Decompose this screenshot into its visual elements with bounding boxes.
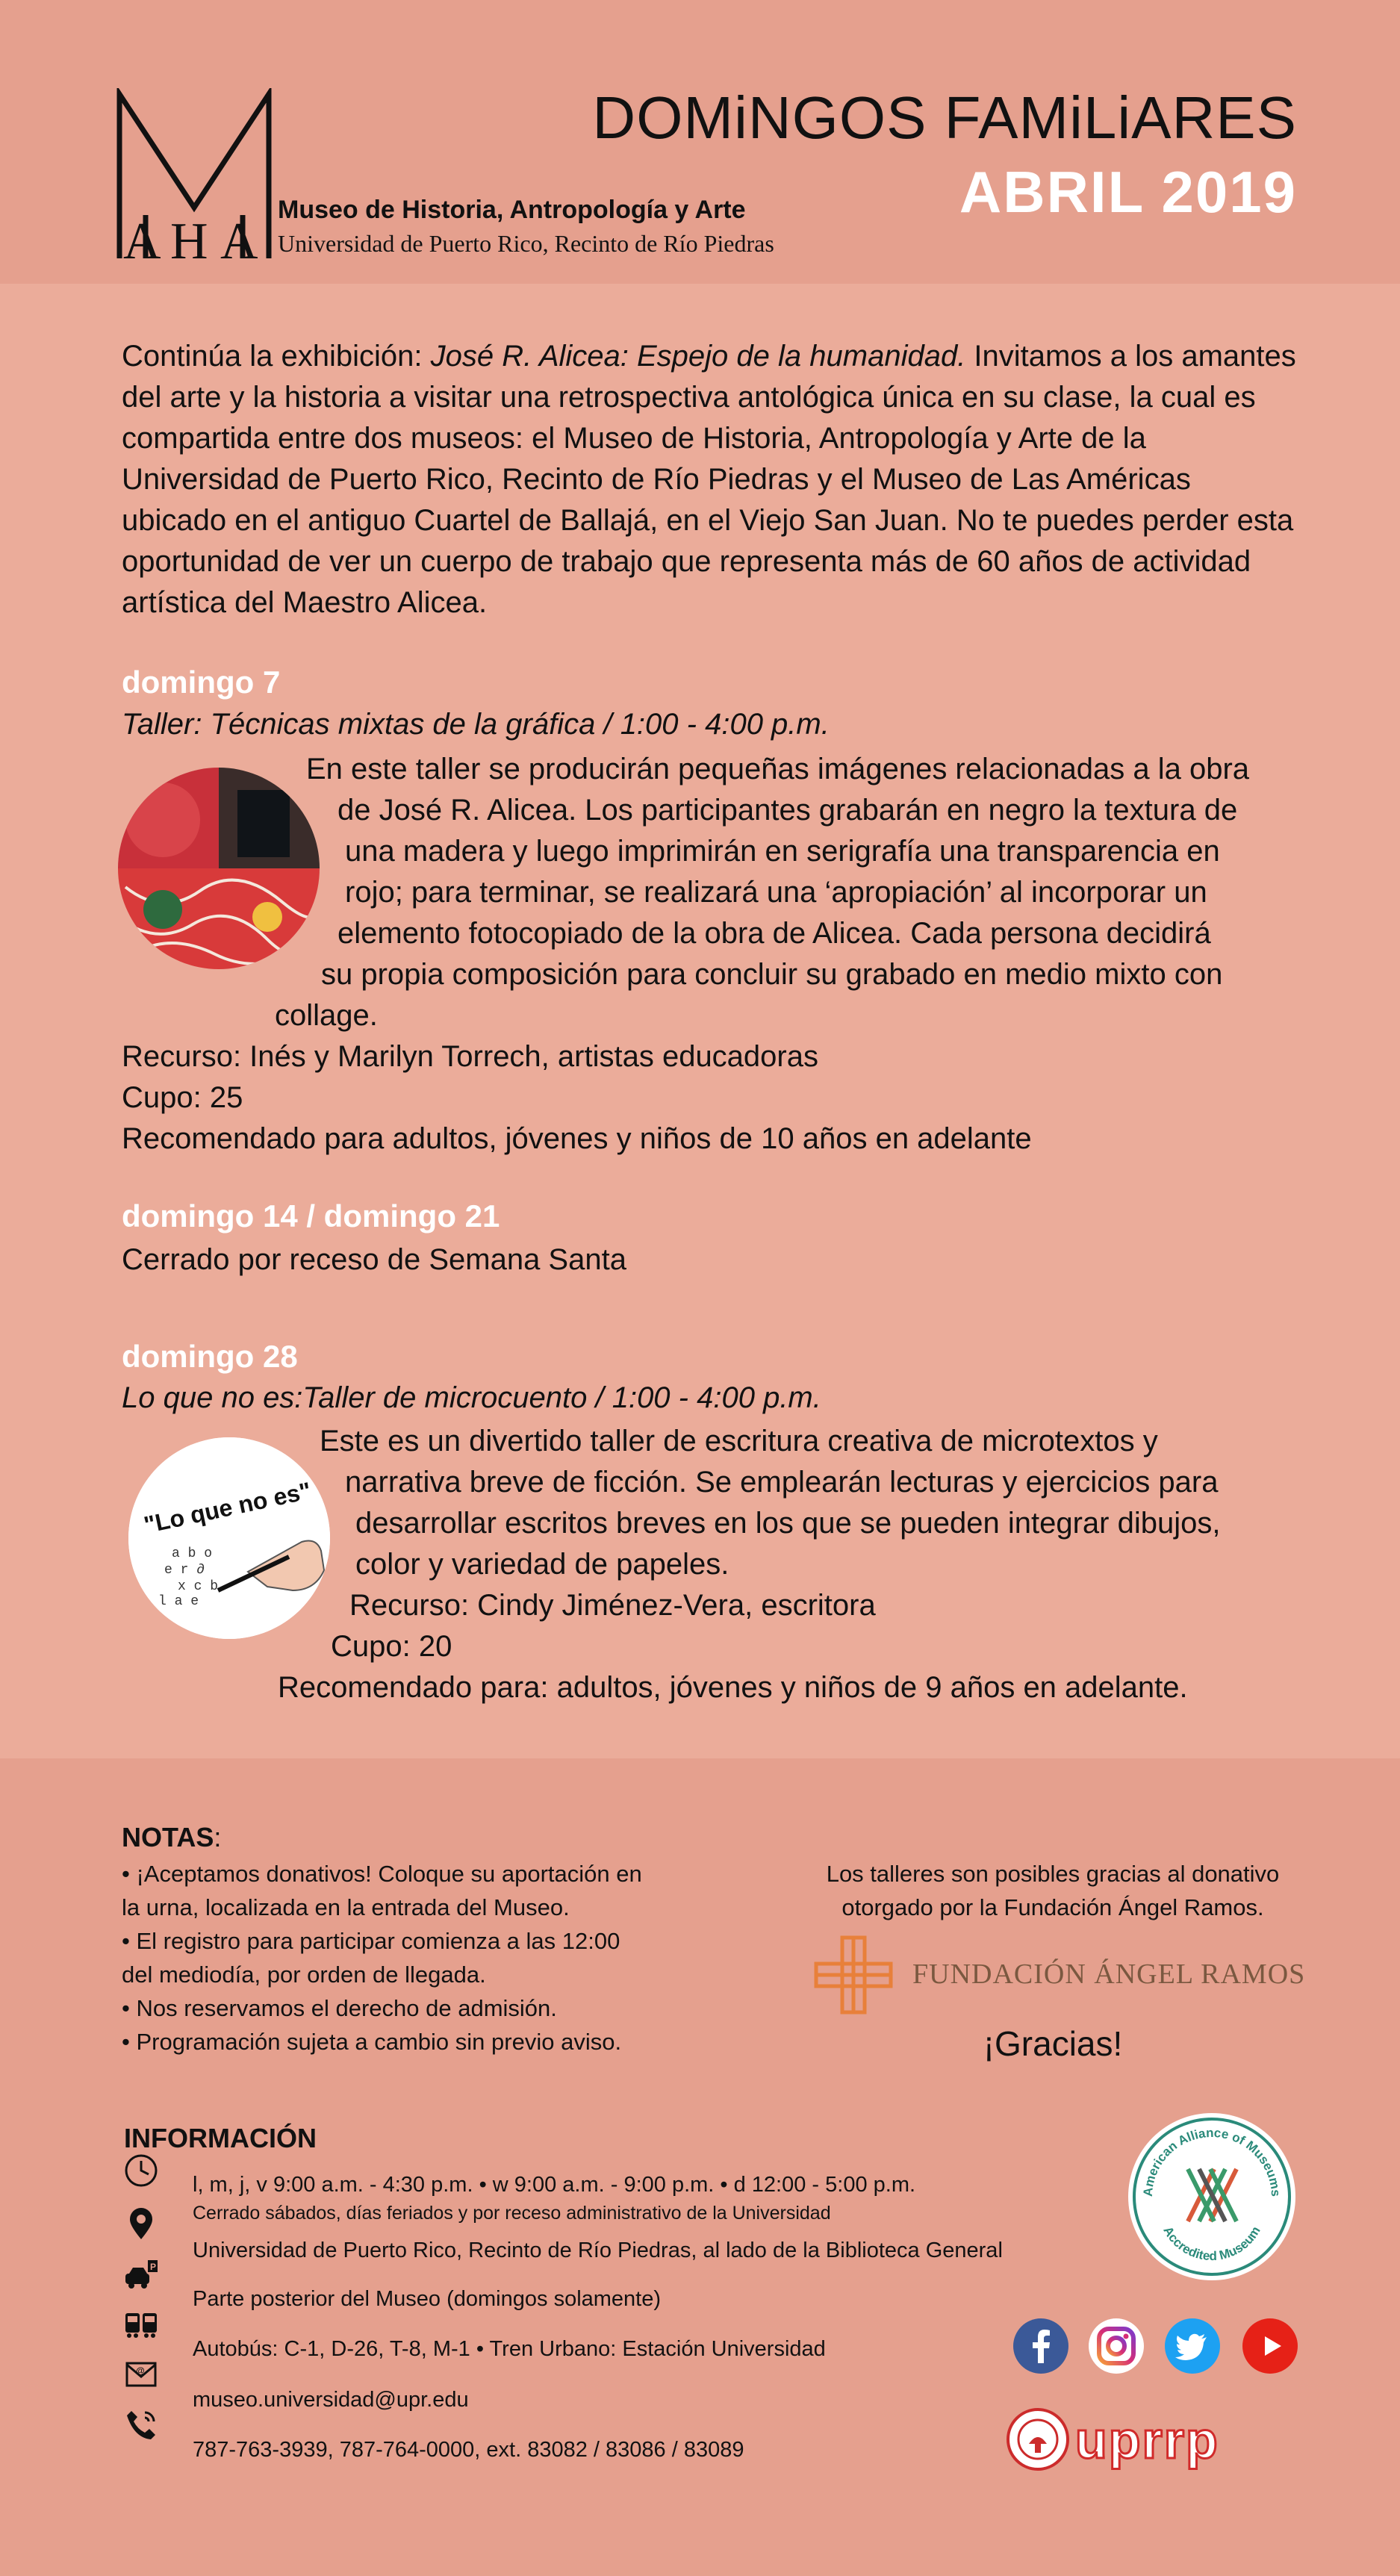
event3-capacity: Cupo: 20 xyxy=(331,1630,452,1663)
info-phone[interactable]: 787-763-3939, 787-764-0000, ext. 83082 / 83086 / 83089 xyxy=(193,2438,744,2462)
aam-badge-top-text: American Alliance of Museums xyxy=(1140,2125,1284,2197)
svg-text:@: @ xyxy=(136,2365,145,2376)
event1-desc-line: En este taller se producirán pequeñas imágenes relacionadas a la obra xyxy=(306,753,1250,785)
info-heading: INFORMACIÓN xyxy=(124,2123,317,2153)
info-location: Universidad de Puerto Rico, Recinto de Río Piedras, al lado de la Biblioteca General xyxy=(193,2239,1003,2262)
info-closed: Cerrado sábados, días feriados y por receso administrativo de la Universidad xyxy=(193,2203,831,2224)
foundation-logo-icon xyxy=(812,1934,895,2016)
event1-time: 1:00 - 4:00 p.m. xyxy=(620,708,830,741)
location-pin-icon xyxy=(124,2206,158,2241)
svg-text:a b o: a b o xyxy=(172,1546,213,1561)
note-line: la urna, localizada en la entrada del Museo. xyxy=(122,1894,570,1920)
event3-desc-line: Este es un divertido taller de escritura creativa de microtextos y xyxy=(320,1425,1158,1457)
microstory-image xyxy=(128,1437,330,1639)
event1-desc-line: collage. xyxy=(275,999,378,1032)
clock-icon xyxy=(124,2153,158,2188)
event1-desc-line: de José R. Alicea. Los participantes grabarán en negro la textura de xyxy=(337,794,1238,827)
printmaking-photo xyxy=(118,768,320,969)
note-line: • Programación sujeta a cambio sin previo aviso. xyxy=(122,2029,622,2055)
info-hours: l, m, j, v 9:00 a.m. - 4:30 p.m. • w 9:00 a.m. - 9:00 p.m. • d 12:00 - 5:00 p.m. xyxy=(193,2173,916,2197)
foundation-name: FUNDACIÓN ÁNGEL RAMOS xyxy=(912,1959,1306,1990)
exhibit-title: José R. Alicea: Espejo de la humanidad. xyxy=(430,340,966,373)
svg-text:x c b: x c b xyxy=(178,1579,219,1594)
note-line: del mediodía, por orden de llegada. xyxy=(122,1961,486,1988)
svg-text:P: P xyxy=(150,2262,157,2272)
event1-desc-line: su propia composición para concluir su grabado en medio mixto con xyxy=(321,958,1223,991)
info-parking: Parte posterior del Museo (domingos solamente) xyxy=(193,2287,662,2311)
event1-desc-line: rojo; para terminar, se realizará una ‘apropiación’ al incorporar un xyxy=(345,876,1207,909)
svg-text:l a e: l a e xyxy=(158,1594,199,1609)
intro-body: Invitamos a los amantes del arte y la historia a visitar una retrospectiva antológica única en su clase, la cual es compartida entre dos museos: el Museo de Historia, Antropología y Arte de la Universidad de Puerto Rico, Recinto de Río Piedras y el Museo de Las Américas ubicado en el antiguo Cuartel de Ballajá, en el Viejo San Juan. No te puedes perder esta oportunidad de ver un cuerpo de trabajo que representa más de 60 años de actividad artística del Maestro Alicea. xyxy=(122,340,1296,619)
event3-subtitle: Lo que no es:Taller de microcuento / 1:00 - 4:00 p.m. xyxy=(122,1381,821,1414)
event1-subtitle: Taller: Técnicas mixtas de la gráfica / 1:00 - 4:00 p.m. xyxy=(122,708,830,741)
note-line: • ¡Aceptamos donativos! Coloque su aportación en xyxy=(122,1861,642,1887)
event3-desc-line: desarrollar escritos breves en los que se pueden integrar dibujos, xyxy=(355,1507,1221,1540)
instagram-icon[interactable] xyxy=(1089,2318,1144,2374)
info-email[interactable]: museo.universidad@upr.edu xyxy=(193,2388,469,2412)
event1-recommended: Recomendado para adultos, jóvenes y niños de 10 años en adelante xyxy=(122,1122,1032,1155)
event3-workshop: Lo que no es:Taller de microcuento xyxy=(122,1381,588,1414)
uprrp-wordmark: uprrp xyxy=(1075,2411,1219,2469)
notes-heading-text: NOTAS xyxy=(122,1822,214,1852)
event1-day: domingo 7 xyxy=(122,665,281,700)
event1-desc-line: una madera y luego imprimirán en serigrafía una transparencia en xyxy=(345,835,1220,868)
event3-day: domingo 28 xyxy=(122,1339,298,1374)
event1-desc-line: elemento fotocopiado de la obra de Alicea. Cada persona decidirá xyxy=(337,917,1211,950)
svg-text:A: A xyxy=(220,213,258,261)
event2-day: domingo 14 / domingo 21 xyxy=(122,1198,500,1233)
event-series-title: DOMiNGOS FAMiLiARES xyxy=(592,84,1297,151)
aam-badge-bottom-text: Accredited Museum xyxy=(1160,2224,1263,2264)
notes-heading: NOTAS: xyxy=(122,1822,222,1852)
event2-note: Cerrado por receso de Semana Santa xyxy=(122,1243,626,1276)
facebook-icon[interactable] xyxy=(1013,2318,1068,2374)
upr-seal-icon xyxy=(1007,2408,1069,2471)
sponsor-line: otorgado por la Fundación Ángel Ramos. xyxy=(841,1894,1264,1920)
svg-text:e r ∂: e r ∂ xyxy=(164,1563,205,1578)
museum-subtitle: Universidad de Puerto Rico, Recinto de Río Piedras xyxy=(278,230,774,257)
svg-text:H: H xyxy=(170,213,208,261)
sponsor-line: Los talleres son posibles gracias al donativo xyxy=(826,1861,1280,1887)
email-icon xyxy=(124,2356,158,2390)
youtube-icon[interactable] xyxy=(1242,2318,1298,2374)
museum-name: Museo de Historia, Antropología y Arte xyxy=(278,196,746,224)
svg-text:A: A xyxy=(123,213,161,261)
thanks-text: ¡Gracias! xyxy=(983,2024,1123,2063)
event1-resource: Recurso: Inés y Marilyn Torrech, artistas educadoras xyxy=(122,1040,818,1073)
note-line: • El registro para participar comienza a las 12:00 xyxy=(122,1928,620,1954)
intro-paragraph xyxy=(122,336,1301,623)
aam-accredited-badge xyxy=(1124,2109,1299,2284)
twitter-icon[interactable] xyxy=(1165,2318,1220,2374)
phone-icon xyxy=(124,2408,158,2442)
note-line: • Nos reservamos el derecho de admisión. xyxy=(122,1995,557,2021)
event3-recommended: Recomendado para: adultos, jóvenes y niños de 9 años en adelante. xyxy=(278,1671,1188,1704)
intro-lead: Continúa la exhibición: xyxy=(122,340,431,373)
event1-workshop: Taller: Técnicas mixtas de la gráfica xyxy=(122,708,596,741)
event3-desc-line: narrativa breve de ficción. Se emplearán lecturas y ejercicios para xyxy=(345,1466,1219,1499)
car-parking-icon xyxy=(124,2259,158,2293)
info-transit: Autobús: C-1, D-26, T-8, M-1 • Tren Urbano: Estación Universidad xyxy=(193,2337,826,2361)
bus-train-icon xyxy=(124,2307,158,2342)
event3-time: 1:00 - 4:00 p.m. xyxy=(612,1381,821,1414)
microstory-image-caption: "Lo que no es" xyxy=(141,1476,314,1539)
event3-desc-line: color y variedad de papeles. xyxy=(355,1548,729,1581)
event3-resource: Recurso: Cindy Jiménez-Vera, escritora xyxy=(349,1589,876,1622)
event1-capacity: Cupo: 25 xyxy=(122,1081,243,1114)
museum-logo xyxy=(116,88,273,261)
event-month: ABRIL 2019 xyxy=(959,159,1297,225)
